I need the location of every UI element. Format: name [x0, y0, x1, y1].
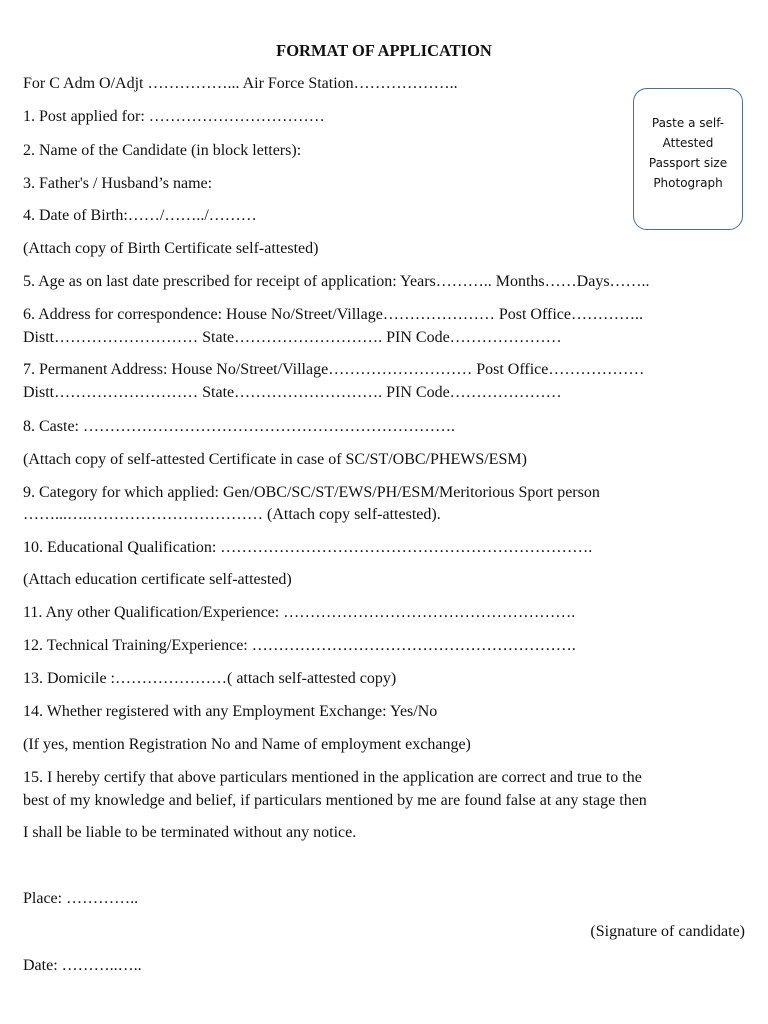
field-caste: 8. Caste: …………………………………………………………….	[23, 418, 455, 435]
field-educational-qualification: 10. Educational Qualification: …………………………………………………………….	[23, 539, 593, 556]
field-place: Place: …………..	[23, 890, 139, 907]
field-age: 5. Age as on last date prescribed for receipt of application: Years……….. Months……Days……..	[23, 273, 650, 290]
photo-box-line: Attested	[662, 136, 714, 150]
note-education-certificate: (Attach education certificate self-attested)	[23, 571, 292, 588]
declaration-line-2: best of my knowledge and belief, if particulars mentioned by me are found false at any stage then	[23, 792, 647, 809]
field-date: Date: ………..…..	[23, 957, 142, 974]
declaration-line-1: 15. I hereby certify that above particulars mentioned in the application are correct and true to the	[23, 769, 642, 786]
field-candidate-name: 2. Name of the Candidate (in block letters):	[23, 142, 302, 159]
field-date-of-birth: 4. Date of Birth:……/……../………	[23, 207, 257, 224]
photo-box-line: Paste a self-	[651, 116, 725, 130]
photo-box-line: Photograph	[653, 176, 723, 190]
field-father-husband-name: 3. Father's / Husband’s name:	[23, 175, 213, 192]
field-category: 9. Category for which applied: Gen/OBC/SC/ST/EWS/PH/ESM/Meritorious Sport person	[23, 484, 600, 501]
note-employment-exchange: (If yes, mention Registration No and Name of employment exchange)	[23, 736, 471, 753]
field-employment-exchange: 14. Whether registered with any Employment Exchange: Yes/No	[23, 703, 438, 720]
field-permanent-address: 7. Permanent Address: House No/Street/Village……………………… Post Office………………	[23, 361, 645, 378]
photo-box-line: Passport size	[648, 156, 728, 170]
addressee-line: For C Adm O/Adjt ……………... Air Force Station………………..	[23, 75, 458, 92]
note-birth-certificate: (Attach copy of Birth Certificate self-attested)	[23, 240, 319, 257]
field-other-qualification: 11. Any other Qualification/Experience: ……………………………………………….	[23, 604, 576, 621]
field-correspondence-address-cont: Distt……………………… State………………………. PIN Code…………………	[23, 329, 562, 346]
field-permanent-address-cont: Distt……………………… State………………………. PIN Code…………………	[23, 384, 562, 401]
page-title: FORMAT OF APPLICATION	[276, 41, 492, 60]
declaration-line-3: I shall be liable to be terminated without any notice.	[23, 824, 357, 841]
field-domicile: 13. Domicile :…………………( attach self-attested copy)	[23, 670, 397, 687]
photo-placeholder-box	[633, 88, 743, 230]
field-category-cont: ……...….…………………………… (Attach copy self-attested).	[23, 506, 441, 523]
field-technical-training: 12. Technical Training/Experience: …………………………………………………….	[23, 637, 576, 654]
field-post-applied: 1. Post applied for: ……………………………	[23, 108, 325, 125]
signature-label: (Signature of candidate)	[590, 923, 745, 940]
field-correspondence-address: 6. Address for correspondence: House No/Street/Village………………… Post Office…………..	[23, 306, 643, 323]
note-caste-certificate: (Attach copy of self-attested Certificate in case of SC/ST/OBC/PHEWS/ESM)	[23, 451, 527, 468]
